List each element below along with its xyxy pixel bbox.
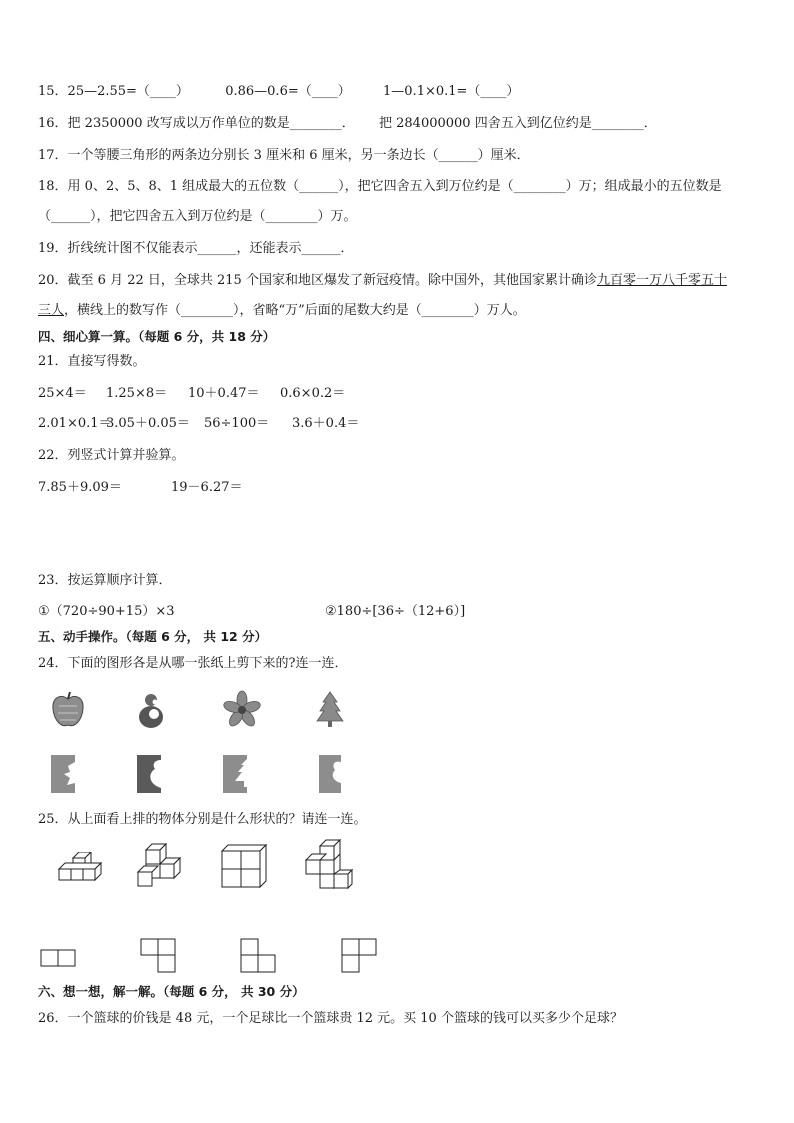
q15-b: 0.86—0.6=（____）: [225, 84, 351, 99]
q20-line2-underlined: 三人: [38, 303, 65, 318]
q16-a: 16．把 2350000 改写成以万作单位的数是________．: [38, 116, 355, 131]
top-view-option-4-icon: [341, 938, 377, 974]
q21-expr-5: 2.01×0.1＝: [38, 416, 112, 431]
paper-with-tree-cutout-icon: [222, 754, 248, 794]
q20-line1-underlined: 九百零一万八千零五十: [596, 273, 727, 288]
q20-line1-pre: 20．截至 6 月 22 日，全球共 215 个国家和地区爆发了新冠疫情。除中国外，其他国家累计确诊: [38, 273, 597, 288]
q16-b: 把 284000000 四舍五入到亿位约是________．: [379, 116, 657, 131]
question-18-line1: 18．用 0、2、5、8、1 组成最大的五位数（______），把它四舍五入到万位约是（________）万；组成最小的五位数是: [38, 179, 722, 194]
question-18-line2: （______），把它四舍五入到万位约是（________）万。: [38, 209, 357, 224]
q23-exprs: [38, 604, 465, 620]
cube-object-2-icon: [136, 842, 188, 892]
paper-with-gourd-cutout-icon: [136, 754, 162, 794]
q21-expr-8: 3.6＋0.4＝: [292, 416, 360, 431]
question-26: 26．一个篮球的价钱是 48 元，一个足球比一个篮球贵 12 元。买 10 个篮球的钱可以买多少个足球？: [38, 1011, 623, 1026]
q21-expr-7: 56÷100＝: [204, 416, 270, 431]
top-view-option-3-icon: [240, 938, 276, 974]
tree-shape-icon: [315, 690, 345, 730]
section-6-heading: 六、想一想，解一解。（每题 6 分， 共 30 分）: [38, 984, 305, 999]
q23-expr-a: ①（720÷90+15）×3: [38, 604, 175, 619]
q15-c: 1—0.1×0.1=（____）: [383, 84, 520, 99]
question-16: [38, 116, 657, 132]
q15-a: 15．25—2.55=（____）: [38, 84, 189, 99]
question-22-title: 22．列竖式计算并验算。: [38, 448, 185, 463]
q21-expr-6: 3.05＋0.05＝: [106, 416, 190, 431]
question-24: 24．下面的图形各是从哪一张纸上剪下来的?连一连．: [38, 656, 348, 671]
section-4-heading: 四、细心算一算。（每题 6 分，共 18 分）: [38, 329, 276, 344]
paper-with-star-cutout-icon: [50, 754, 76, 794]
question-17: 17．一个等腰三角形的两条边分别长 3 厘米和 6 厘米，另一条边长（______）厘米．: [38, 148, 530, 163]
q20-line2-post: ，横线上的数写作（________），省略“万”后面的尾数大约是（________）万人。: [64, 303, 526, 318]
question-19: 19．折线统计图不仅能表示______，还能表示______．: [38, 241, 354, 256]
q22-expr-a: 7.85＋9.09＝: [38, 480, 122, 495]
gourd-shape-icon: [136, 690, 166, 730]
q23-expr-b: ②180÷[36÷（12+6）]: [325, 604, 466, 619]
flower-shape-icon: [222, 690, 262, 730]
q21-expr-4: 0.6×0.2＝: [280, 386, 346, 401]
question-21-title: 21．直接写得数。: [38, 354, 146, 369]
q21-row1: [38, 386, 345, 402]
top-view-option-1-icon: [40, 947, 76, 969]
question-15: [38, 84, 519, 100]
paper-with-apple-cutout-icon: [318, 754, 344, 794]
question-25: 25．从上面看上排的物体分别是什么形状的？请连一连。: [38, 812, 367, 827]
q22-exprs: [38, 480, 243, 496]
apple-shape-icon: [50, 690, 86, 730]
question-23-title: 23．按运算顺序计算．: [38, 573, 172, 588]
q21-row2: [38, 416, 359, 432]
q22-expr-b: 19－6.27＝: [171, 480, 243, 495]
cube-object-3-icon: [220, 843, 270, 891]
cube-object-4-icon: [300, 838, 354, 892]
cube-object-1-icon: [56, 852, 104, 892]
q21-expr-2: 1.25×8＝: [106, 386, 168, 401]
section-5-heading: 五、动手操作。（每题 6 分， 共 12 分）: [38, 629, 268, 644]
question-20-line1: [38, 273, 727, 289]
top-view-option-2-icon: [140, 938, 176, 974]
q21-expr-1: 25×4＝: [38, 386, 87, 401]
q21-expr-3: 10＋0.47＝: [188, 386, 260, 401]
question-20-line2: [38, 303, 526, 319]
